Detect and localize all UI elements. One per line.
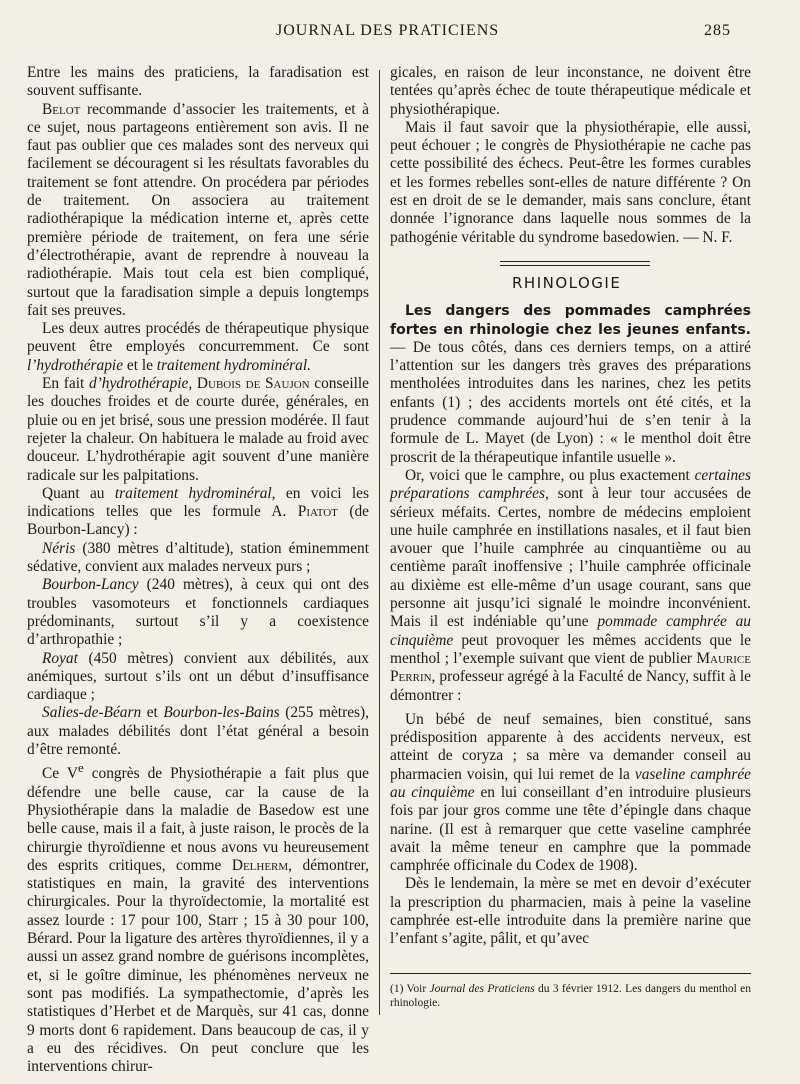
author-name: Piatot — [297, 503, 338, 521]
paragraph: gicales, en raison de leur inconstance, ne doivent être tentées qu’après échec de toute thérapeutique médicale et physiothérapique. — [390, 64, 751, 118]
author-name: Belot — [42, 100, 81, 118]
footnote-rule — [390, 973, 751, 974]
list-item: Néris (380 mètres d’altitude), station éminemment sédative, convient aux malades nerveux purs ; — [27, 539, 369, 576]
paragraph: Mais il faut savoir que la physiothérapie, elle aussi, peut échouer ; le congrès de Physiothérapie ne cache pas cette possibilité des échecs. Peut-être les formes curables et les formes rebelles sont-elles de nature différente ? On est en droit de se le demander, mais sans conclure, étant donnée l’ignorance dans laquelle nous sommes de la pathogénie véritable du syndrome basedowien. — N. F. — [390, 118, 751, 246]
footnote: (1) Voir Journal des Praticiens du 3 février 1912. Les dangers du menthol en rhinologie. — [390, 982, 751, 1009]
section-title: RHINOLOGIE — [512, 273, 622, 292]
list-item: Salies-de-Béarn et Bourbon-les-Bains (255 mètres), aux malades débilités dont l’état général a besoin d’être remonté. — [27, 704, 369, 758]
paragraph: Belot recommande d’associer les traitements, et à ce sujet, nous partageons entièrement son avis. Il ne faut pas oublier que ces malades sont des nerveux qui facilement se découragent si les résultats favorables du traitement se font attendre. On procédera par périodes de traitement. On associera au traitement radiothérapique la médication interne et, après cette première période de traitement, on fera une série d’électrothérapie, avant de reprendre à nouveau la radiothérapie. Mais tout cela est bien compliqué, surtout que la faradisation simple a depuis longtemps fait ses preuves. — [27, 100, 369, 319]
list-item: Bourbon-Lancy (240 mètres), à ceux qui ont des troubles vasomoteurs et fonctionnels cardiaques prédominants, surtout s’il y a coexistence d’arthropathie ; — [27, 576, 369, 649]
journal-title: JOURNAL DES PRATICIENS — [276, 22, 500, 39]
paragraph: Quant au traitement hydrominéral, en voici les indications telles que les formule A. Piatot (de Bourbon-Lancy) : — [27, 484, 370, 539]
author-name: Delherm, — [231, 856, 293, 874]
left-column — [27, 64, 369, 1076]
author-name: Maurice Perrin, — [390, 649, 751, 686]
list-item: Royat (450 mètres) convient aux débilités, aux anémiques, surtout s’ils ont un début d’insuffisance cardiaque ; — [27, 649, 369, 704]
paragraph: Les deux autres procédés de thérapeutique physique peuvent être employés concurremment. Ce sont l’hydrothérapie et le traitement hydrominéral. — [27, 320, 369, 374]
paragraph: En fait d’hydrothérapie, Dubois de Saujon conseille les douches froides et de courte durée, générales, en pluie ou en jet brisé, sous une pression modérée. Il faut rejeter la chaleur. On habituera le malade au froid avec douceur. L’hydrothérapie agit souvent d’une manière radicale sur les palpitations. — [27, 375, 369, 484]
paragraph: Un bébé de neuf semaines, bien constitué, sans prédisposition apparente à des accidents nerveux, est atteint de coryza ; sa mère va demander conseil au pharmacien voisin, qui lui remet de la vaseline camphrée au cinquième en lui conseillant d’en introduire plusieurs fois par jour gros comme une tête d’épingle dans chaque narine. (Il est à remarquer que cette vaseline camphrée avait la même teneur en camphre que la pommade camphrée officinale du Codex de 1908). — [390, 710, 751, 875]
running-head — [0, 22, 800, 46]
paragraph: Les dangers des pommades camphrées fortes en rhinologie chez les jeunes enfants. — De tous côtés, dans ces derniers temps, on a attiré l’attention sur les dangers très graves des préparations mentholées introduites dans les narines, chez les petits enfants (1) ; des accidents mortels ont été cités, et la prudence commande aujourd’hui de s’en tenir à la formule de L. Mayet (de Lyon) : « le menthol doit être proscrit de la thérapeutique infantile usuelle ». — [390, 303, 751, 466]
paragraph: Or, voici que le camphre, ou plus exactement certaines préparations camphrées, sont à leur tour accusées de sérieux méfaits. Certes, nombre de médecins emploient une huile camphrée en instillations nasales, et il faut bien avouer que l’huile camphrée au cinquantième ou au centième paraît inoffensive ; l’huile camphrée officinale au dixième est elle-même d’un usage courant, sans que personne ait jusqu’ici signalé le moindre inconvénient. Mais il est indéniable qu’une pommade camphrée au cinquième peut provoquer les mêmes accidents que le menthol ; l’exemple suivant que vient de publier Maurice Perrin, professeur agrégé à la Faculté de Nancy, suffit à le démontrer : — [390, 466, 751, 704]
page-number: 285 — [704, 22, 731, 39]
author-name: Dubois de Saujon — [192, 375, 310, 393]
paragraph: Ce Ve congrès de Physiothérapie a fait plus que défendre une belle cause, car la cause de la Physiothérapie dans la maladie de Basedow est une belle cause, mais il a fait, à juste raison, le procès de la chirurgie thyroïdienne et nous avons vu heureusement des esprits critiques, comme Delherm, démontrer, statistiques en main, la gravité des interventions chirurgicales. Pour la thyroïdectomie, la mortalité est assez lourde : 17 pour 100, Starr ; 15 à 30 pour 100, Bérard. Pour la ligature des artères thyroïdiennes, il y a aussi un assez grand nombre de guérisons incomplètes, et, si le goître diminue, les phénomènes nerveux ne sont pas modifiés. La sympathectomie, d’après les statistiques d’Herbet et de Marquès, sur 41 cas, donne 9 morts dont 6 rapidement. Dans beaucoup de cas, il y a eu des récidives. On peut conclure que les interventions chirur- — [27, 761, 370, 1076]
article-title: Les dangers des pommades camphrées fortes en rhinologie chez les jeunes enfants. — [390, 303, 751, 338]
right-column — [390, 64, 751, 1010]
paragraph: Dès le lendemain, la mère se met en devoir d’exécuter la prescription du pharmacien, mais à peine la vaseline camphrée est-elle introduite dans la première narine que l’enfant s’agite, pâlit, et qu’avec — [390, 875, 751, 948]
column-divider — [379, 70, 380, 1015]
paragraph: Entre les mains des praticiens, la faradisation est souvent suffisante. — [27, 64, 369, 100]
section-rule — [500, 261, 650, 266]
